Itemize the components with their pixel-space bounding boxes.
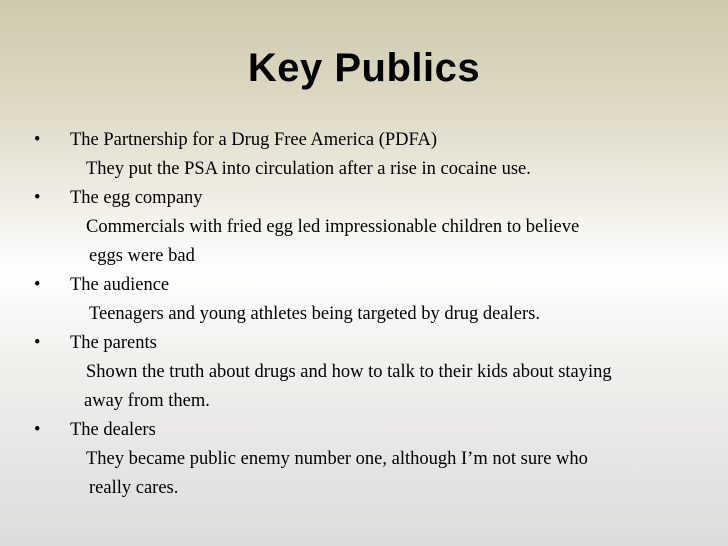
item-detail: Shown the truth about drugs and how to talk to their kids about staying	[86, 362, 612, 382]
item-detail-line	[0, 445, 728, 474]
bullet-icon: •	[34, 420, 41, 440]
bullet-icon: •	[34, 275, 41, 295]
bullet-icon: •	[34, 188, 41, 208]
item-detail-line	[0, 474, 728, 503]
item-heading: The Partnership for a Drug Free America (PDFA)	[70, 130, 437, 150]
item-detail: They became public enemy number one, although I’m not sure who	[86, 449, 588, 469]
bullet-icon: •	[34, 130, 41, 150]
list-item	[0, 184, 728, 213]
list-item	[0, 126, 728, 155]
item-detail-line	[0, 358, 728, 387]
slide-title: Key Publics	[247, 46, 481, 90]
item-detail-line	[0, 213, 728, 242]
item-detail: eggs were bad	[89, 246, 195, 266]
list-item	[0, 416, 728, 445]
item-detail: Commercials with fried egg led impressionable children to believe	[86, 217, 580, 237]
item-detail-line	[0, 300, 728, 329]
item-detail-line	[0, 242, 728, 271]
item-detail: Teenagers and young athletes being targeted by drug dealers.	[89, 304, 540, 324]
item-heading: The parents	[70, 333, 157, 353]
list-item	[0, 329, 728, 358]
item-heading: The egg company	[70, 188, 203, 208]
item-detail: really cares.	[89, 478, 179, 498]
bullet-list	[0, 126, 728, 503]
item-heading: The audience	[70, 275, 170, 295]
item-heading: The dealers	[70, 420, 156, 440]
list-item	[0, 271, 728, 300]
bullet-icon: •	[34, 333, 41, 353]
item-detail: They put the PSA into circulation after a rise in cocaine use.	[86, 159, 531, 179]
item-detail-line	[0, 155, 728, 184]
item-detail: away from them.	[84, 391, 210, 411]
item-detail-line	[0, 387, 728, 416]
